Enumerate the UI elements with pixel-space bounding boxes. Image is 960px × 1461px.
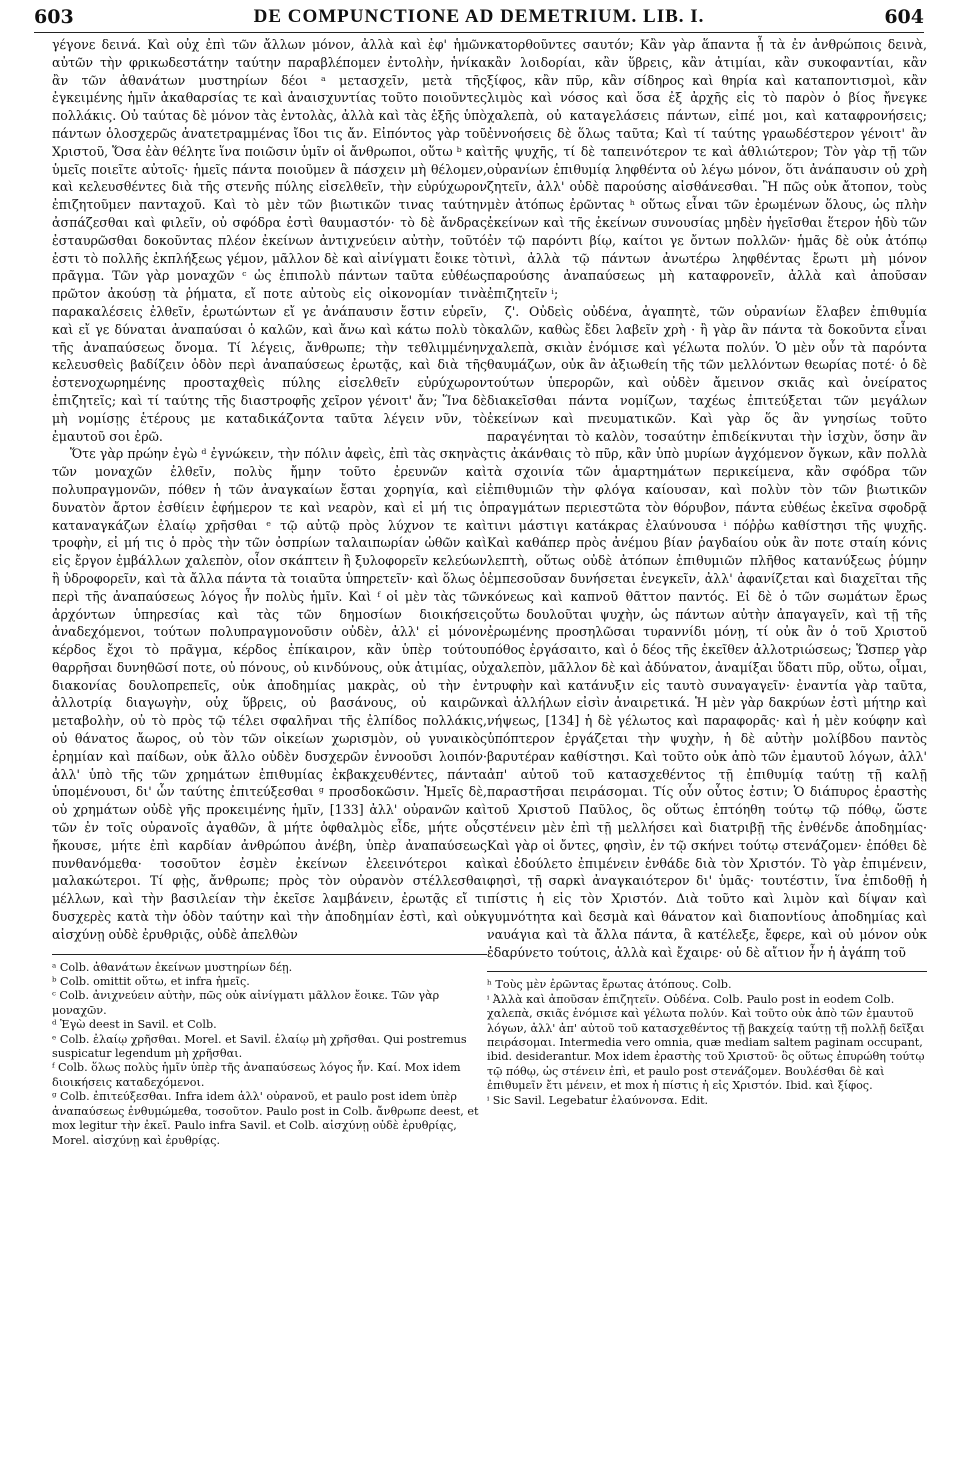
footnote: ʰ Τοὺς μὲν ἐρῶντας ἔρωτας ἀτόπους. Colb.: [487, 978, 732, 992]
running-title: DE COMPUNCTIONE AD DEMETRIUM. LIB. I.: [253, 6, 705, 27]
footnote: ᵇ Colb. omittit οὕτω, et infra ἡμεῖς.: [52, 975, 250, 989]
footnote: ᶜ Colb. ἀνιχνεύειν αὐτὴν, πῶς οὐκ αἰνίγματι μᾶλλον ἔοικε. Τῶν γὰρ μοναχῶν.: [52, 989, 440, 1017]
page-number-left: 603: [34, 6, 74, 28]
right-column: [487, 36, 927, 1108]
page-number-right: 604: [884, 6, 924, 28]
footnote: ⁱ Sic Savil. Legebatur ἐλαύνονσα. Edit.: [487, 1093, 709, 1107]
footnote: ᶠ Colb. ὅλως πολὺς ἡμῖν ὑπὲρ τῆς ἀναπαύσεως λόγος ἦν. Καί. Mox idem διοικήσεις καταδεχόμενοι.: [52, 1061, 461, 1089]
paragraph: ζ'. Οὐδεὶς οὐδένα, ἀγαπητὲ, τῶν οὐρανίων ἔλαβεν ἐπιθυμία καλῶν, καθὼς ἔδει λαβεῖν χρὴ · ἢ γὰρ ἂν πάντα τὰ δοκοῦντα εἶναι χαλεπὰ, σκιὰν ἐνόμισε καὶ γέλωτα πολύν. Ὁ μὲν οὖν τὰ παρόντα θαυμάζων, οὐκ ἂν ἀξιωθείη τῆς τῶν μελλόντων θεωρίας ποτέ· ὁ δὲ τούτων ὑπερορῶν, καὶ οὐδὲν ἄμεινον σκιᾶς καὶ ὀνείρατος διακεῖσθαι πάντα νομίζων, ταχέως ἐπιτεύξεται τῶν μεγάλων ἐκείνων καὶ πνευματικῶν. Καὶ γὰρ ὅς ἂν γνησίως τοῦτο παραγένηται τὸ καλὸν, τοσαύτην ἐπιδείκνυται τὴν ἰσχὺν, ὅσην ἂν τις ἀκάνθαις τὸ πῦρ, κἂν ὑπὸ μυρίων ἀγχόμενον ὄγκων, κἂν πολλὰ τὰ σχοινία τῶν ἁμαρτημάτων περικείμενα, κἂν σφόδρα τῶν ἐπιθυμιῶν τὴν φλόγα καίουσαν, καὶ πολὺν τὸν τῶν βιωτικῶν πραγμάτων περιεστῶτα τὸν θόρυβον, πάντα εὐθέως ἐκεῖνα σφοδρᾷ τινι μάστιγι κατάκρας ἐλαύνουσα ⁱ πόῤῥω καθίστησι τῆς ψυχῆς. Καὶ καθάπερ πρὸς ἀνέμου βίαν ῥαγδαίου οὐκ ἂν ποτε σταίη κόνις λεπτὴ, οὕτως οὐδὲ ἀτόπων ἐπιθυμιῶν πλῆθος κατανύξεως ῥύμην ἐμπεσοῦσαν δυνήσεται ἐνεγκεῖν, ἀλλ' ἀφανίζεται καὶ διαχεῖται τῆς κόνεως καὶ καπνοῦ θᾶττον παντός. Εἰ δὲ ὁ τῶν σωμάτων ἔρως οὕτω δουλοῦται ψυχὴν, ὡς πάντων αὐτὴν ἀπαγαγεῖν, καὶ τῇ τῆς ἐρωμένης προσηλῶσαι τυραννίδι μόνῃ, τί οὐκ ἂν ὁ τοῦ Χριστοῦ πόθος ἐργάσαιτο, καὶ ὁ δέος τῆς ἐκεῖθεν ἀλλοτριώσεως; Ὥσπερ γὰρ χαλεπὸν, μᾶλλον δὲ καὶ ἀδύνατον, ἀναμίξαι ὕδατι πῦρ, οὕτω, οἶμαι, τρυφὴν καὶ κατάνυξιν εἰς ταυτὸ συναγαγεῖν· ἐναντία γὰρ ταῦτα, καὶ ἀλλήλων εἰσὶν ἀναιρετικά. Ἡ μὲν γὰρ δακρύων ἐστὶ μήτηρ καὶ νήψεως, [134] ἡ δὲ γέλωτος καὶ παραφορᾶς· καὶ ἡ μὲν κούφην καὶ ὑπόπτερον ἐργάζεται τὴν ψυχὴν, ἡ δὲ αὐτὴν μολίβδου παντὸς βαρυτέραν καθίστησι. Καὶ τοῦτο οὐκ ἀπὸ τῶν ἐμαυτοῦ λόγων, ἀλλ' ἀπ' αὐτοῦ τοῦ κατασχεθέντος τῇ ἐπιθυμίᾳ ταύτῃ τῇ καλῇ παραστῆσαι πειράσομαι. Τίς οὗν οὗτος ἐστιν; Ὁ διάπυρος ἐραστὴς τοῦ Χριστοῦ Παῦλος, ὃς οὕτως ἐπτόηθη τούτῳ τῷ πόθῳ, ὥστε στένειν μὲν ἐπὶ τῇ μελλήσει καὶ διατριβῇ τῆς ἐνθένδε ἀποδημίας· Καὶ γὰρ οἱ ὄντες, φησὶν, ἐν τῷ σκήνει τούτῳ στενάζομεν· ἐπόθει δὲ καὶ ἐδούλετο ἐπιμένειν ἐνθάδε διὰ τὸν Χριστόν. Τὸ γὰρ ἐπιμένειν, φησὶ, τῇ σαρκὶ ἀναγκαιότερον δι' ὑμᾶς· τουτέστιν, ἵνα ἐπιδοθῇ ἡ πίστις ἡ εἰς τὸν Χριστόν. Διὰ τοῦτο καὶ λιμὸν καὶ δίψαν καὶ γυμνότητα καὶ δεσμὰ καὶ θάνατον καὶ διαπονtίους ἀποδημίας καὶ ναυάγια καὶ τὰ ἄλλα πάντα, ἃ κατέλεξε, ἔφερε, καὶ οὐ μόνον οὐκ ἐδαρύνετο τούτοις, ἀλλὰ καὶ ἔχαιρε· οὐ δὲ αἴτιον ἦν ἡ ἀγάπη τοῦ: [487, 303, 927, 960]
page-header: [34, 6, 924, 33]
paragraph: κατορθοῦντες σαυτόν; Κἂν γὰρ ἅπαντα ᾖ τὰ ἐν ἀνθρώποις δεινὰ, κἂν λοιδορίαι, κἂν ὕβρεις, κἂν ἀτιμίαι, κἂν συκοφαντίαι, κἂν ξίφος, κἂν πῦρ, κἂν σίδηρος καὶ θηρία καὶ καταποντισμοὶ, κἂν λιμὸς καὶ νόσος καὶ ὅσα ἐξ ἀρχῆς εἰς τὸ παρὸν ὁ βίος ἤνεγκε χαλεπὰ, οὐ καταγελάσεις πάντων, εἰπέ μοι, καὶ καταφρονήσεις; ἐννοήσεις δὲ ὅλως ταῦτα; Καὶ τί ταύτης γραωδέστερον γένοιτ' ἂν τῆς ψυχῆς, τί δὲ ταπεινότερον τε καὶ ἀθλιώτερον; Τὸν γὰρ τῇ τῶν οὐρανίων ἐπιθυμίᾳ ληφθέντα οὐ λέγω μόνον, ὅτι ἀνάπαυσιν οὐ χρὴ ζητεῖν, ἀλλ' οὐδὲ παρούσης αἰσθάνεσθαι. Ἢ πῶς οὐκ ἄτοπον, τοὺς μὲν ἀτόπως ἐρῶντας ʰ οὕτως εἶναι τῶν ἐρωμένων ὅλους, ὡς πλὴν ἐκείνων καὶ τῆς ἐκείνων συνουσίας μηδὲν ἡγεῖσθαι ἕτερον ἡδὺ τῶν ἐν τῷ παρόντι βίῳ, καίτοι γε ὄντων πολλῶν· ἡμᾶς δὲ οὐκ ἀτόπῳ τινὶ, ἀλλὰ τῷ πάντων ἀνωτέρω ληφθέντας ἔρωτι μὴ μόνον παρούσης ἀναπαύσεως μὴ καταφρονεῖν, ἀλλὰ καὶ ἀποῦσαν ἐπιζητεῖν ⁱ;: [487, 37, 927, 302]
footnote: ᵉ Colb. ἐλαίῳ χρῆσθαι. Morel. et Savil. ἐλαίῳ μὴ χρῆσθαι. Qui postremus suspicatur legendum μὴ χρῆσθαι.: [52, 1032, 467, 1061]
footnotes-right: [487, 971, 927, 1108]
paragraph: γέγονε δεινά. Καὶ οὐχ ἐπὶ τῶν ἄλλων μόνον, ἀλλὰ καὶ ἐφ' ἡμῶν αὐτῶν τὴν φρικωδεστάτην ταύτην παραβλέπομεν ἐντολὴν, ἡνίκα ἂν τῶν ἀθανάτων μυστηρίων δέοι ᵃ μετασχεῖν, μετὰ τῆς ἐγκειμένης ἡμῖν ἀκαθαρσίας τε καὶ ἀναισχυντίας τοῦτο ποιοῦντες πολλάκις. Οὐ ταύτας δὲ μόνον τὰς ἐντολὰς, ἀλλὰ καὶ τὰς ἑξῆς ὑπὸ πάντων ὁλοσχερῶς ἀνατετραμμένας ἴδοι τις ἄν. Εἰπόντος γὰρ τοῦ Χριστοῦ, Ὅσα ἐὰν θέλητε ἵνα ποιῶσιν ὑμῖν οἱ ἄνθρωποι, οὕτω ᵇ καὶ ὑμεῖς ποιεῖτε αὐτοῖς· ἡμεῖς πάντα ποιοῦμεν ἃ πάσχειν μὴ θέλομεν, καὶ κελευσθέντες διὰ τῆς στενῆς πύλης εἰσελθεῖν, τὴν εὐρύχωρον ἐπιζητοῦμεν πανταχοῦ. Καὶ τὸ μὲν τῶν βιωτικῶν τινας ταύτην ἀσπάζεσθαι καὶ φιλεῖν, οὐ σφόδρα ἐστὶ θαυμαστόν· τὸ δὲ ἄνδρας ἐσταυρῶσθαι δοκοῦντας πλέον ἐκείνων ἀντιχνεύειν αὐτὴν, τοῦτό ἐστι τὸ πολλῆς ἐκπλήξεως γέμον, μᾶλλον δὲ καὶ αἰνίγματι ἔοικε τὸ πρᾶγμα. Τῶν γὰρ μοναχῶν ᶜ ὡς ἐπιπολὺ πάντων ταῦτα εὐθέως πρῶτον ἀκούσῃ τὰ ῥήματα, εἴ ποτε αὐτοὺς εἰς οἰκονομίαν τινὰ παρακαλέσεις ἐλθεῖν, ἐρωτώντων εἴ γε ἀνάπαυσιν ἔστιν εὑρεῖν, καὶ εἴ γε δύναται ἀναπαύσαι ὁ καλῶν, καὶ ἄνω καὶ κάτω πολὺ τὸ τῆς ἀναπαύσεως ὄνομα. Τί λέγεις, ἄνθρωπε; τὴν τεθλιμμένην κελευσθεὶς βαδίζειν ὁδὸν περὶ ἀναπαύσεως ἐρωτᾷς, καὶ διὰ τῆς ἐστενοχωρημένης προσταχθεὶς πύλης εἰσελθεῖν εὐρύχωρον ἐπιζητεῖς; καὶ τί ταύτης τῆς διαστροφῆς χεῖρον γένοιτ' ἄν; Ἵνα δὲ μὴ νομίσῃς ἑτέρους με καταδικάζοντα ταῦτα λέγειν νῦν, τὸ ἐμαυτοῦ σοι ἐρῶ.: [52, 37, 487, 444]
footnote: ⁱ Ἀλλὰ καὶ ἀποῦσαν ἐπιζητεῖν. Οὐδένα. Colb. Paulo post in eodem Colb. χαλεπὰ, σκιᾶς ἐνόμισε καὶ γέλωτα πολύν. Καὶ τοῦτο οὐκ ἀπὸ τῶν ἐμαυτοῦ λόγων, ἀλλ' ἀπ' αὐτοῦ τοῦ κατασχεθέντος τῇ βακχείᾳ ταύτῃ τῇ πολλῇ δεῖξαι πειράσομαι. Intermedia vero omnia, quæ mediam saltem paginam occupant, ibid. desiderantur. Mox idem ἐραστὴς τοῦ Χριστοῦ· ὃς οὕτως ἐπυρώθη τούτῳ τῷ πόθῳ, ὡς στένειν ἐπὶ, et paulo post στενάζομεν. Βουλέσθαι δὲ καὶ ἐπιθυμεῖν ἔτι μένειν, et mox ἡ πίστις ἡ εἰς Χριστόν. Ibid. καὶ ξίφος.: [487, 992, 925, 1093]
footnote: ᵈ Ἐγὼ deest in Savil. et Colb.: [52, 1018, 217, 1032]
left-column: [52, 36, 487, 1148]
paragraph: Ὅτε γὰρ πρώην ἐγὼ ᵈ ἐγνώκειν, τὴν πόλιν ἀφεὶς, ἐπὶ τὰς σκηνὰς τῶν μοναχῶν ἐλθεῖν, πολὺς ἤμην τοῦτο ἐρευνῶν καὶ πολυπραγμονῶν, πόθεν ἡ τῶν ἀναγκαίων ἔσται χορηγία, καὶ εἰ δυνατὸν ἄρτον ἐσθίειν ἐφήμερον τε καὶ νεαρὸν, καὶ εἰ μή τις ὁ καταναγκάζων ἐλαίῳ χρῆσθαι ᵉ τῷ αὐτῷ πρὸς λύχνον τε καὶ τροφὴν, εἰ μή τις ὁ πρὸς τὴν τῶν ὀσπρίων ταλαιπωρίαν ὠθῶν καὶ εἰς ἔργον ἐμβάλλων χαλεπὸν, οἷον σκάπτειν ἢ ξυλοφορεῖν κελεύων ἢ ὑδροφορεῖν, καὶ τὰ ἄλλα πάντα τὰ τοιαῦτα ὑπηρετεῖν· καὶ ὅλως ὁ περὶ τῆς ἀναπαύσεως λόγος ἦν πολὺς ἡμῖν. Καὶ ᶠ οἱ μὲν τὰς τῶν ἀρχόντων ὑπηρεσίας καὶ τὰς τῶν δημοσίων διοικήσεις ἀναδεχόμενοι, τούτων πολυπραγμονοῦσιν οὐδὲν, ἀλλ' εἰ μόνον κέρδος ἔχοι τὸ πρᾶγμα, κέρδος ἐπίκαιρον, κἂν ὑπὲρ τούτου θαρρῆσαι δυνηθῶσί ποτε, οὐ πόνους, οὐ κινδύνους, οὐκ ἀτιμίας, οὐ διακονίας δουλοπρεπεῖς, οὐκ ἀποδημίας μακρὰς, οὐ τὴν ἐν ἀλλοτρίᾳ διαγωγὴν, οὐχ ὕβρεις, οὐ βασάνους, οὐ καιρῶν μεταβολὴν, οὐ τὸ πρὸς τῷ τέλει σφαλῆναι τῆς ἐλπίδος πολλάκις, οὐ θάνατος ἄωρος, οὐ τὸν τῶν οἰκείων χωρισμὸν, οὐ γυναικὸς ἐρημίαν καὶ παίδων, οὐκ ἄλλο οὐδὲν δυσχερῶν ἐννοοῦσι λοιπόν· ἀλλ' ὑπὸ τῆς τῶν χρημάτων ἐπιθυμίας ἐκβακχευθέντες, πάντα ὑπομένουσι, δι' ὧν ταύτης ἐπιτεύξεσθαι ᵍ προσδοκῶσιν. Ἡμεῖς δὲ, οὐ χρημάτων οὐδὲ γῆς προκειμένης ἡμῖν, [133] ἀλλ' οὐρανῶν καὶ τῶν ἐν τοῖς οὐρανοῖς ἀγαθῶν, ἃ μήτε ὀφθαλμὸς εἶδε, μήτε οὖς ἤκουσε, μήτε ἐπὶ καρδίαν ἀνθρώπου ἀνέβη, ὑπὲρ ἀναπαύσεως πυνθανόμεθα· τοσοῦτον ἐσμὲν ἐκείνων ἐλεεινότεροι καὶ μαλακώτεροι. Τί φῂς, ἄνθρωπε; πρὸς τὸν οὐρανὸν στέλλεσθαι μέλλων, καὶ τὴν βασιλείαν τὴν ἐκεῖσε λαμβάνειν, ἐρωτᾷς εἴ τι δυσχερὲς κατὰ τὴν ὁδὸν ταύτην καὶ τὴν ἀποδημίαν ἐστὶ, καὶ οὐκ αἰσχύνῃ οὐδὲ ἐρυθριᾷς, οὐδὲ ἀπελθὼν: [52, 446, 487, 942]
footnote: ᵃ Colb. ἀθανάτων ἐκείνων μυστηρίων δέῃ.: [52, 960, 293, 974]
footnote: ᵍ Colb. ἐπιτεύξεσθαι. Infra idem ἀλλ' οὐρανοῦ, et paulo post idem ὑπὲρ ἀναπαύσεως ἐνθυμώμεθα, τοσοῦτον. Paulo post in Colb. ἄνθρωπε deest, et mox legitur τὴν ἐκεῖ. Paulo infra Savil. et Colb. αἰσχύνῃ οὐδὲ ἐρυθρίᾳς, Morel. αἰσχύνῃ καὶ ἐρυθρίᾳς.: [52, 1090, 479, 1147]
footnotes-left: [52, 954, 487, 1148]
